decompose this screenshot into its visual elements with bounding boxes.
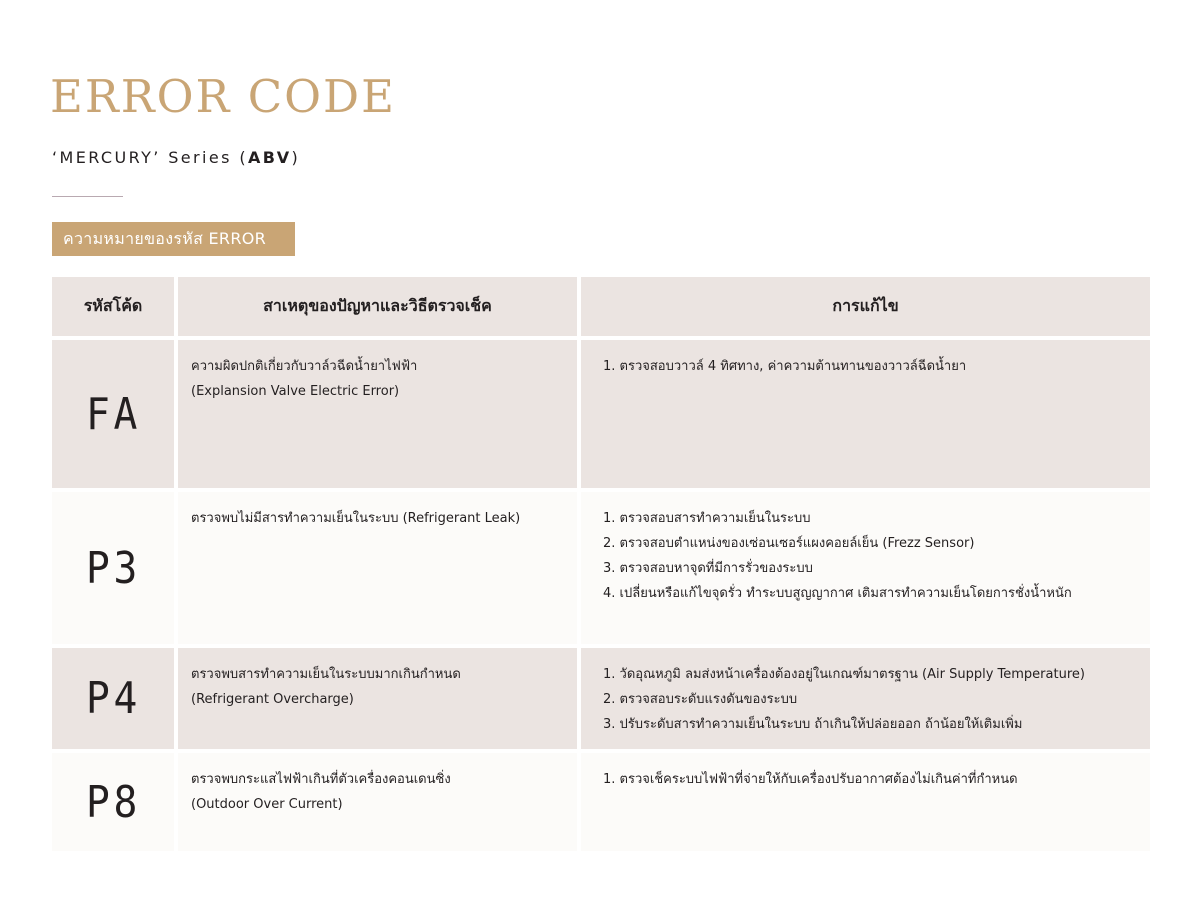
fix-step: 2. ตรวจสอบระดับแรงดันของระบบ <box>603 692 798 707</box>
error-code-cell <box>52 340 174 488</box>
cause-text: ตรวจพบไม่มีสารทำความเย็นในระบบ (Refrigerant Leak) <box>191 511 521 526</box>
error-code-cell <box>52 753 174 851</box>
table-row <box>52 753 1150 851</box>
fix-step: 4. เปลี่ยนหรือแก้ไขจุดรั่ว ทำระบบสูญญากาศ เติมสารทำความเย็นโดยการชั่งน้ำหนัก <box>603 586 1072 601</box>
header-cause: สาเหตุของปัญหาและวิธีตรวจเช็ค <box>178 277 577 336</box>
table-row <box>52 492 1150 644</box>
fix-step: 1. วัดอุณหภูมิ ลมส่งหน้าเครื่องต้องอยู่ในเกณฑ์มาตรฐาน (Air Supply Temperature) <box>603 667 1085 682</box>
cause-text-th: ความผิดปกติเกี่ยวกับวาล์วฉีดน้ำยาไฟฟ้า <box>191 359 418 374</box>
cause-text-en: (Explansion Valve Electric Error) <box>191 384 400 399</box>
section-tag: ความหมายของรหัส ERROR <box>52 222 295 256</box>
cause-text-en: (Outdoor Over Current) <box>191 797 343 812</box>
cause-text-th: ตรวจพบสารทำความเย็นในระบบมากเกินกำหนด <box>191 667 461 682</box>
cause-cell <box>178 492 577 644</box>
cause-cell <box>178 753 577 851</box>
error-code-cell <box>52 492 174 644</box>
cause-cell <box>178 340 577 488</box>
series-subtitle-prefix: ‘MERCURY’ Series ( <box>52 148 248 167</box>
error-code-cell <box>52 648 174 749</box>
error-code-display: P4 <box>85 673 141 724</box>
error-code-display: P8 <box>85 776 141 828</box>
fix-cell <box>581 340 1150 488</box>
table-header-row <box>52 277 1150 336</box>
header-code: รหัสโค้ด <box>52 277 174 336</box>
fix-cell <box>581 648 1150 749</box>
series-model-code: ABV <box>247 148 292 167</box>
page-title: ERROR CODE <box>50 70 396 123</box>
cause-text-th: ตรวจพบกระแสไฟฟ้าเกินที่ตัวเครื่องคอนเดนซิ่ง <box>191 772 451 787</box>
fix-step: 1. ตรวจสอบสารทำความเย็นในระบบ <box>603 511 811 526</box>
fix-step: 1. ตรวจเช็คระบบไฟฟ้าที่จ่ายให้กับเครื่องปรับอากาศต้องไม่เกินค่าที่กำหนด <box>603 772 1018 787</box>
table-row <box>52 340 1150 488</box>
fix-step: 1. ตรวจสอบวาวล์ 4 ทิศทาง, ค่าความต้านทานของวาวล์ฉีดน้ำยา <box>603 359 967 374</box>
cause-cell <box>178 648 577 749</box>
divider-rule <box>52 196 123 197</box>
fix-cell <box>581 753 1150 851</box>
fix-cell <box>581 492 1150 644</box>
error-code-table <box>52 277 1150 855</box>
header-fix: การแก้ไข <box>581 277 1150 336</box>
table-row <box>52 648 1150 749</box>
error-code-display: FA <box>85 388 141 440</box>
fix-step: 3. ปรับระดับสารทำความเย็นในระบบ ถ้าเกินให้ปล่อยออก ถ้าน้อยให้เติมเพิ่ม <box>603 717 1023 732</box>
fix-step: 2. ตรวจสอบตำแหน่งของเซ่อนเซอร์แผงคอยล์เย็น (Frezz Sensor) <box>603 536 975 551</box>
error-code-display: P3 <box>85 542 141 594</box>
fix-step: 3. ตรวจสอบหาจุดที่มีการรั่วของระบบ <box>603 561 813 576</box>
series-subtitle-suffix: ) <box>291 148 301 167</box>
cause-text-en: (Refrigerant Overcharge) <box>191 692 354 707</box>
series-subtitle <box>52 150 300 166</box>
